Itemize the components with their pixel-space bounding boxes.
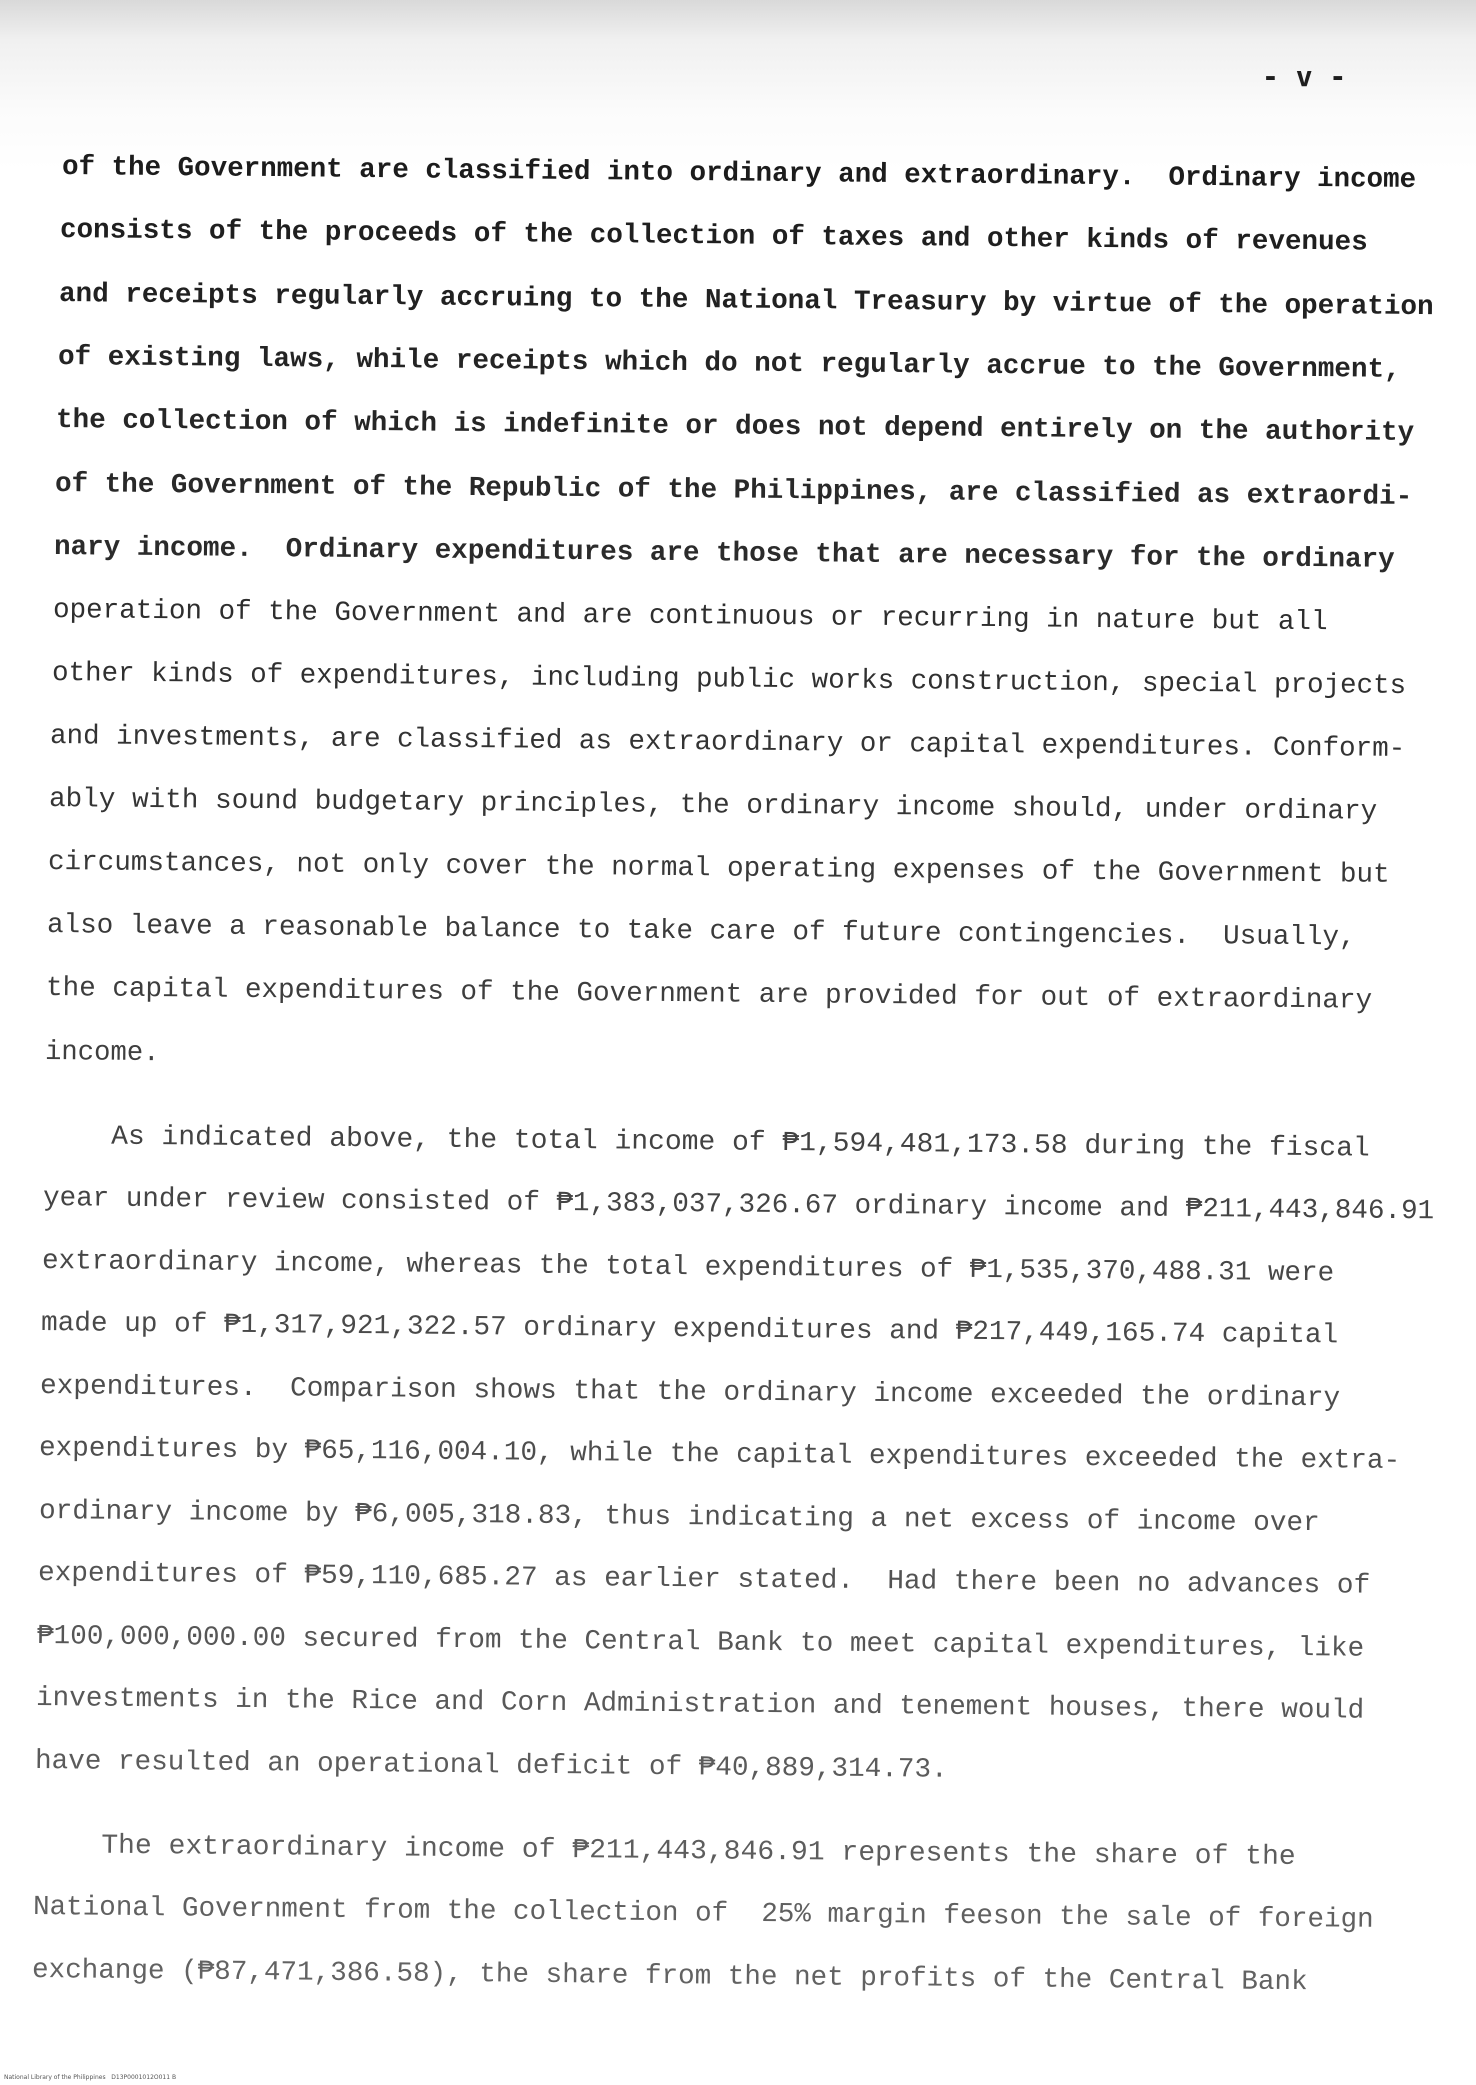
text-line: year under review consisted of ₱1,383,037,326.67 ordinary income and ₱211,443,846.91 [42, 1183, 1435, 1228]
text-line: ordinary income by ₱6,005,318.83, thus indicating a net excess of income over [38, 1496, 1320, 1540]
text-line: also leave a reasonable balance to take care of future contingencies. Usually, [46, 910, 1356, 954]
text-line: National Government from the collection of 25% margin feeson the sale of foreign [32, 1892, 1374, 1936]
text-line: ₱100,000,000.00 secured from the Central Bank to meet capital expenditures, like [36, 1621, 1365, 1665]
text-line: other kinds of expenditures, including public works construction, special projects [51, 658, 1407, 702]
text-line: consists of the proceeds of the collection of taxes and other kinds of revenues [59, 215, 1368, 259]
text-line: The extraordinary income of ₱211,443,846.91 represents the share of the [33, 1830, 1296, 1873]
text-line: ably with sound budgetary principles, the ordinary income should, under ordinary [48, 784, 1378, 828]
text-line: expenditures of ₱59,110,685.27 as earlier stated. Had there been no advances of [37, 1558, 1371, 1602]
text-line: investments in the Rice and Corn Administration and tenement houses, there would [35, 1683, 1365, 1727]
text-line: of the Government of the Republic of the Philippines, are classified as extraordi- [54, 469, 1413, 513]
text-line: nary income. Ordinary expenditures are those that are necessary for the ordinary [53, 532, 1395, 576]
text-line: expenditures by ₱65,116,004.10, while the capital expenditures exceeded the extra- [38, 1433, 1401, 1477]
text-line: income. [44, 1037, 160, 1070]
text-line: and investments, are classified as extraordinary or capital expenditures. Conform- [49, 721, 1406, 765]
text-line: extraordinary income, whereas the total expenditures of ₱1,535,370,488.31 were [41, 1246, 1335, 1290]
text-line: have resulted an operational deficit of ₱40,889,314.73. [34, 1746, 948, 1786]
page-number: - v - [1262, 60, 1347, 93]
archive-footer-label: National Library of the Philippines D13P0001012O011 B [4, 2074, 177, 2081]
text-line: exchange (₱87,471,386.58), the share from the net profits of the Central Bank [31, 1955, 1308, 1999]
text-line: circumstances, not only cover the normal operating expenses of the Government but [47, 847, 1390, 891]
text-line: and receipts regularly accruing to the National Treasury by virtue of the operation [58, 279, 1434, 324]
text-line: made up of ₱1,317,921,322.57 ordinary expenditures and ₱217,449,165.74 capital [40, 1308, 1339, 1352]
text-line: the collection of which is indefinite or does not depend entirely on the authority [55, 405, 1415, 449]
text-line: the capital expenditures of the Government are provided for out of extraordinary [45, 973, 1373, 1017]
text-line: of the Government are classified into ordinary and extraordinary. Ordinary income [61, 152, 1417, 196]
text-line: operation of the Government and are continuous or recurring in nature but all [52, 595, 1328, 639]
text-line: of existing laws, while receipts which do not regularly accrue to the Government, [57, 342, 1401, 386]
text-line: expenditures. Comparison shows that the ordinary income exceeded the ordinary [39, 1371, 1341, 1415]
text-line: As indicated above, the total income of ₱1,594,481,173.58 during the fiscal [43, 1121, 1370, 1165]
